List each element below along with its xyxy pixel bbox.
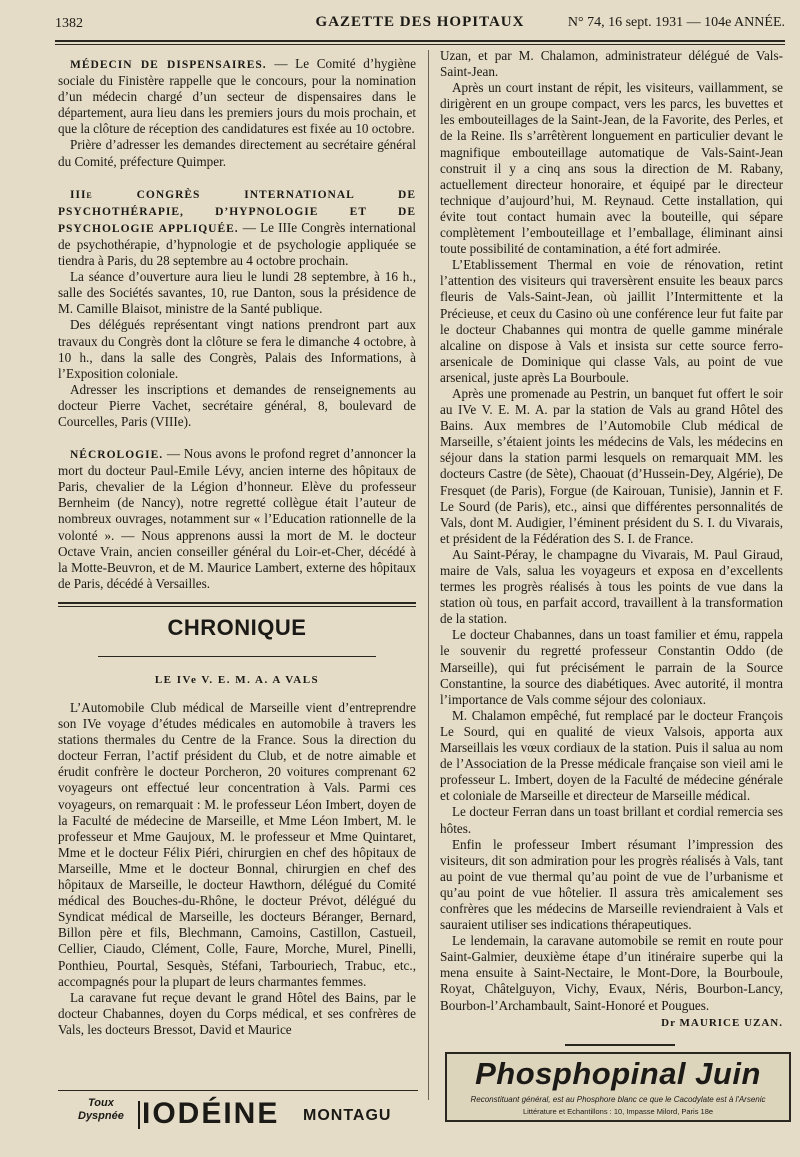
ad-indication-toux: Toux [87,1097,114,1109]
notice-paragraph: Des délégués représentant vingt nations prendront part aux travaux du Congrès dont la clôture se fera le dimanche 4 octobre, à 10 h., dans la salle des Congrès, Palais des Informations, à l’Exposition coloniale. [58,317,416,381]
issue-info: N° 74, 16 sept. 1931 — 104e ANNÉE. [567,15,785,30]
left-column [58,56,416,1038]
notice-dispensaires [58,56,416,137]
ad-decoration [565,1044,675,1046]
section-title-chronique: CHRONIQUE [167,614,307,640]
notice-paragraph: Adresser les inscriptions et demandes de renseignements au docteur Pierre Vachet, secrétaire général, 8, boulevard de Courcelles, Paris (VIIIe). [58,381,416,429]
article-paragraph: Après un court instant de répit, les visiteurs, vaillamment, se dirigèrent en un groupe compact, vers les parcs, les buvettes et les embouteillages de la Saint-Jean, de la Favorite, des Perles, et de la Reine. Ils s’arrêtèrent longuement en particulier devant le magnifique embouteillage automatique de Vals-Saint-Jean construit il y a cinq ans sous la direction de M. Rabany, actuellement directeur honoraire, et équipé par le directeur technique d’aujourd’hui, M. Reynaud. Cette installation, qui évite tout contact humain avec la bouteille, qui sépare complètement l’embouteillage et l’emballage, éliminant ainsi toute possibilité de contamination, a été fort admirée. [440,80,783,257]
ad-address: Littérature et Echantillons : 10, Impasse Milord, Paris 18e [522,1107,714,1116]
article-paragraph: Le docteur Chabannes, dans un toast familier et ému, rappela le souvenir du regretté professeur Constantin Oddo (de Marseille), qui fut précisément le parrain de la Source Constantine, la source des diabétiques. Avec autorité, il montra l’importance de Vals comme séjour des coloniaux. [440,627,783,707]
article-paragraph: L’Automobile Club médical de Marseille vient d’entreprendre son IVe voyage d’études médicales en automobile à travers les stations thermales du Centre de la France. Sous la direction du docteur Ferran, l’actif président du Club, et de notre aimable et érudit confrère le docteur Porcheron, 20 voitures comprenant 62 voyageurs ont effectué leur concentration à Vals. Parmi ces voyageurs, on remarquait : M. le professeur Léon Imbert, doyen de la Faculté de médecine de Marseille, et Mme Léon Imbert, M. le professeur et Mme Gaujoux, M. le professeur et Mme Quintaret, Mme et le docteur Félix Piéri, chirurgien en chef des hôpitaux de Marseille, Mme et le docteur Bonnal, chirurgien en chef des hôpitaux de Marseille, le docteur Hawthorn, délégué du Comité médical des Bouches-du-Rhône, le docteur Prévot, délégué du Syndicat médical de Marseille, les docteurs Béranger, Bernard, Billon père et fils, Blechmann, Camoins, Castillon, Castueil, Cellier, Ciaudo, Clément, Colle, Faure, Morche, Murel, Pinelli, Ponthieu, Pourtal, Sesquès, Stéfani, Tarbouriech, Trabuc, etc., accompagnés pour la plupart de leurs charmantes femmes. [58,700,416,989]
article-paragraph: Après une promenade au Pestrin, un banquet fut offert le soir au IVe V. E. M. A. par la station de Vals au grand Hôtel des Bains. Aux membres de l’Automobile Club médical de Marseille, s’étaient joints les médecins de Vals, les médecins en séjour dans la station parmi lesquels on remarquait MM. les docteurs Castre (de Sète), Chaouat (d’Hussein-Dey, Algérie), De Fresquet (de Paris), Forgue (de Kairouan, Tunisie), Jannin et F. Le Sourd (de Paris), etc., ainsi que différentes personnalités de Vals, dont M. Audigier, l’éminent président du S. I. du Vivarais, et président de la Fédération des S. I. de France. [440,385,783,546]
notice-text: — Nous avons le profond regret d’annoncer la mort du docteur Paul-Emile Lévy, ancien interne des hôpitaux de Paris, chevalier de la Légion d’honneur. Elève du professeur Bernheim (de Nancy), notre regretté collègue était l’auteur de nombreux ouvrages, notamment sur « l’Education rationnelle de la volonté ». — Nous apprenons aussi la mort de M. le docteur Octave Vrain, ancien conseiller général du Loir-et-Cher, décédé à la Motte-Beuvron, et de M. Maurice Lambert, externe des hôpitaux de Paris, décédé à Versailles. [58,446,416,591]
article-paragraph: La caravane fut reçue devant le grand Hôtel des Bains, par le docteur Chabannes, doyen du Corps médical, et ses confrères de Vals, les docteurs Bressot, David et Maurice [58,989,416,1037]
page-header [55,14,785,38]
ad-brand-iodeine: IODÉINE [142,1097,280,1130]
notice-necrologie [58,446,416,592]
article-paragraph: Au Saint-Péray, le champagne du Vivarais, M. Paul Giraud, maire de Vals, salua les voyageurs et exposa en d’excellents termes les progrès réalisés à tous les points de vue dans la station où tous, en parfait accord, travaillent à la transformation de la station. [440,546,783,627]
header-rule-thin [55,44,785,45]
article-paragraph: L’Etablissement Thermal en voie de rénovation, retint l’attention des visiteurs qui traversèrent ensuite les beaux parcs fleuris de Vals-Saint-Jean, où jaillit l’Intermittente et la Précieuse, et ceux du Casino où une conférence leur fut faite par le docteur Chabannes qui montra de quelle gamme minérale alcaline on dispose à Vals et insista sur cette source ferro-arsenicale de Dominique qui classe Vals, au point de vue arsenical, juste après La Bourboule. [440,257,783,385]
article-paragraph: M. Chalamon empêché, fut remplacé par le docteur François Le Sourd, qui en qualité de vieux Valsois, apporta aux Marseillais les vœux cordiaux de la station. Puis il salua au nom de l’Association de la Presse médicale française son vieil ami le professeur L. Imbert, doyen de la Faculté de médecine générale et coloniale de Marseille et directeur de Marseille médical. [440,707,783,804]
article-signature: Dr MAURICE UZAN. [661,1016,783,1029]
ad-brand-phosphopinal: Phosphopinal Juin [475,1056,761,1091]
advertisement-iodeine [58,1090,418,1141]
header-rule [55,40,785,42]
right-column [440,48,783,1031]
article-paragraph: Enfin le professeur Imbert résumant l’impression des visiteurs, dit son admiration pour les progrès réalisés à Vals, tant au point de vue thermal qu’au point de vue de l’urbanisme et qu’au point de vue hôtelier. Il assura très amicalement ses confrères que les médecins de Marseille reviendraient à Vals et sauraient utiliser ses indications thérapeutiques. [440,836,783,933]
chronique-header [58,612,416,668]
section-rule [58,600,416,612]
ad-separator [138,1101,140,1129]
advertisement-phosphopinal [445,1052,791,1122]
notice-paragraph: Prière d’adresser les demandes directement au secrétaire général du Comité, préfecture Quimper. [58,137,416,169]
ad-tagline: Reconstituant général, est au Phosphore blanc ce que le Cacodylate est à l'Arsenic [470,1095,766,1104]
article-paragraph: Uzan, et par M. Chalamon, administrateur délégué de Vals-Saint-Jean. [440,48,783,80]
ad-indication-dyspnee: Dyspnée [78,1110,124,1122]
column-divider [428,50,429,1100]
publication-title: GAZETTE DES HOPITAUX [315,14,525,30]
article-paragraph: Le lendemain, la caravane automobile se remit en route pour Saint-Galmier, deuxième étape d’un itinéraire superbe qui la mena ensuite à Saint-Nectaire, le Mont-Dore, la Bourboule, Royat, Châtelguyon, Vichy, Evaux, Néris, Bourbon-Lancy, Bourbon-l’Archambault, Saint-Honoré et Pougues. [440,933,783,1013]
notice-heading: MÉDECIN DE DISPENSAIRES. [70,59,267,71]
notice-heading: NÉCROLOGIE. [70,449,164,462]
page-number: 1382 [55,16,83,31]
article-paragraph: Le docteur Ferran dans un toast brillant et cordial remercia ses hôtes. [440,804,783,836]
notice-heading: IIIe CONGRÈS INTERNATIONAL DE PSYCHOTHÉRAPIE, D’HYPNOLOGIE ET DE PSYCHOLOGIE APPLIQUÉE. [58,188,416,235]
notice-text: — Le Comité d’hygiène sociale du Finistère rappelle que le concours, pour la nomination d’un médecin chargé d’un secteur de dispensaires dans le département, aura lieu dans les premiers jours du mois prochain, et que la clôture de réception des candidatures est fixée au 10 octobre. [58,56,416,137]
notice-paragraph: La séance d’ouverture aura lieu le lundi 28 septembre, à 16 h., salle des Sociétés savantes, 10, rue Danton, sous la présidence de M. Camille Blaisot, ministre de la Santé publique. [58,269,416,317]
article-title: LE IVe V. E. M. A. A VALS [154,673,320,686]
notice-text: — Le IIIe Congrès international de psychothérapie, d’hypnologie et de psychologie appliquée se tiendra à Paris, du 28 septembre au 4 octobre prochain. [58,219,416,269]
ad-indications [78,1097,124,1123]
ad-maker: MONTAGU [303,1107,392,1124]
notice-congres [58,186,416,269]
